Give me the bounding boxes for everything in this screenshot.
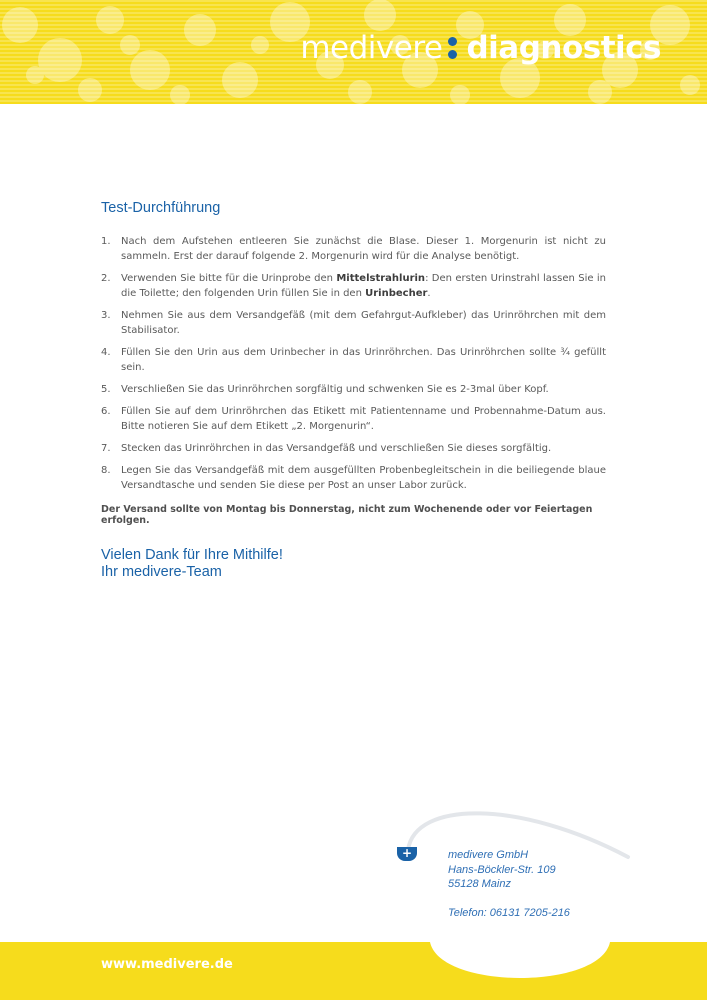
company-name: medivere GmbH bbox=[448, 849, 529, 861]
list-item: 5. Verschließen Sie das Urinröhrchen sorgfältig und schwenken Sie es 2-3mal über Kopf. bbox=[101, 384, 549, 395]
website-link[interactable]: www.medivere.de bbox=[101, 957, 233, 972]
bold-term: Urinbecher bbox=[365, 288, 428, 299]
list-item: 1. Nach dem Aufstehen entleeren Sie zunächst die Blase. Dieser 1. Morgenurin ist nicht zu sammeln. Erst der darauf folgende 2. Morgenurin wird für die Analyse benötigt. bbox=[101, 236, 606, 262]
contact-address bbox=[448, 848, 570, 920]
list-item: 4. Füllen Sie den Urin aus dem Urinbecher in das Urinröhrchen. Das Urinröhrchen sollte ¾ gefüllt sein. bbox=[101, 347, 606, 373]
city: 55128 Mainz bbox=[448, 878, 511, 890]
bold-term: Mittelstrahlurin bbox=[336, 273, 426, 284]
list-item: 8. Legen Sie das Versandgefäß mit dem ausgefüllten Probenbegleitschein in die beiliegende blaue Versandtasche und senden Sie diese per Post an unser Labor zurück. bbox=[101, 465, 606, 491]
logo-brand: medivere bbox=[300, 30, 443, 66]
section-heading: Test-Durchführung bbox=[101, 200, 221, 216]
shipping-note: Der Versand sollte von Montag bis Donnerstag, nicht zum Wochenende oder vor Feiertagen erfolgen. bbox=[101, 504, 593, 526]
list-item: 2. Verwenden Sie bitte für die Urinprobe den Mittelstrahlurin: Den ersten Urinstrahl lassen Sie in die Toilette; den folgenden Urin füllen Sie in den Urinbecher. bbox=[101, 273, 606, 299]
plus-badge-icon: + bbox=[397, 847, 417, 861]
phone-number[interactable]: Telefon: 06131 7205-216 bbox=[448, 906, 570, 919]
logo-subtitle: diagnostics bbox=[466, 30, 661, 66]
list-item: 3. Nehmen Sie aus dem Versandgefäß (mit dem Gefahrgut-Aufkleber) das Urinröhrchen mit dem Stabilisator. bbox=[101, 310, 606, 336]
street-address: Hans-Böckler-Str. 109 bbox=[448, 863, 556, 876]
list-item: 7. Stecken das Urinröhrchen in das Versandgefäß und verschließen Sie dieses sorgfältig. bbox=[101, 443, 552, 454]
footer-wave bbox=[430, 942, 610, 978]
signature-line: Ihr medivere-Team bbox=[101, 564, 222, 580]
list-item: 6. Füllen Sie auf dem Urinröhrchen das Etikett mit Patientenname und Probennahme-Datum aus. Bitte notieren Sie auf dem Etikett „2. Morgenurin“. bbox=[101, 406, 606, 432]
thanks-line: Vielen Dank für Ihre Mithilfe! bbox=[101, 547, 283, 563]
